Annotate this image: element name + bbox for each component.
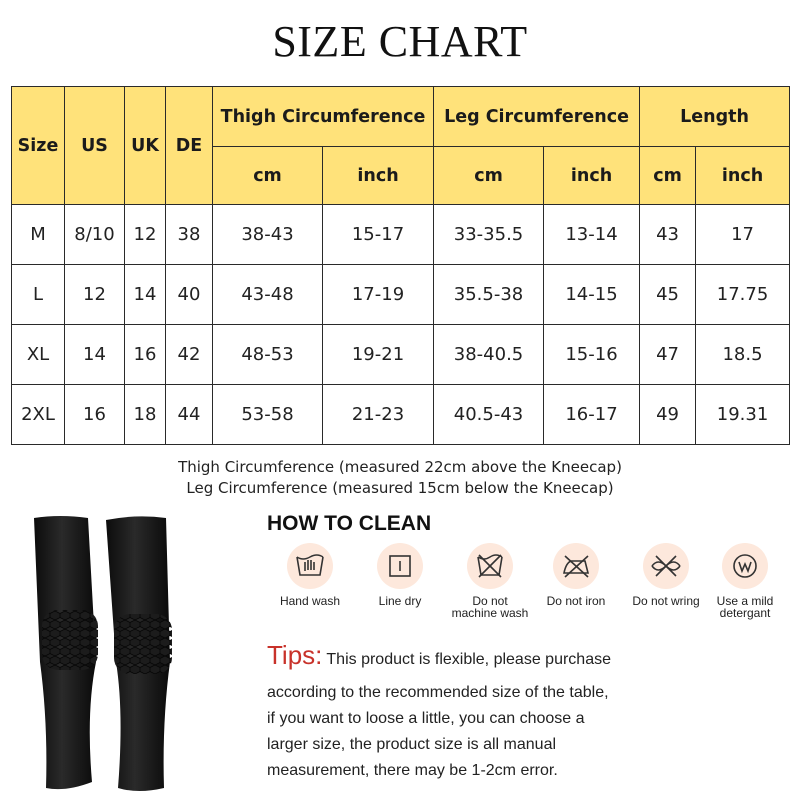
- cell-de: 38: [166, 205, 213, 265]
- cell-thigh-inch: 17-19: [323, 265, 434, 325]
- care-label: Hand wash: [279, 594, 341, 608]
- care-no-iron: [536, 543, 616, 607]
- mild-detergent-icon: [722, 543, 768, 589]
- care-label: Do not machine wash: [451, 594, 529, 620]
- thigh-note: Thigh Circumference (measured 22cm above the Kneecap): [178, 458, 622, 476]
- cell-length-inch: 19.31: [696, 385, 790, 445]
- header-length: Length: [640, 87, 790, 147]
- cell-us: 12: [65, 265, 125, 325]
- tips-heading: Tips:: [267, 640, 323, 670]
- care-mild-detergent: [705, 543, 785, 619]
- cell-length-cm: 47: [640, 325, 696, 385]
- header-size: Size: [12, 87, 65, 205]
- header-length-inch: inch: [696, 147, 790, 205]
- how-to-clean-title: HOW TO CLEAN: [267, 512, 432, 535]
- page-title: SIZE CHART: [272, 17, 528, 66]
- knee-sleeves-image: [20, 512, 220, 798]
- cell-uk: 18: [125, 385, 166, 445]
- leg-note: Leg Circumference (measured 15cm below the Kneecap): [186, 479, 614, 497]
- cell-size: L: [12, 265, 65, 325]
- tips-line-2: according to the recommended size of the table,: [267, 684, 609, 701]
- cell-length-inch: 17: [696, 205, 790, 265]
- cell-length-cm: 43: [640, 205, 696, 265]
- table-row: [12, 325, 790, 385]
- cell-thigh-inch: 15-17: [323, 205, 434, 265]
- cell-size: 2XL: [12, 385, 65, 445]
- cell-thigh-cm: 38-43: [213, 205, 323, 265]
- cell-de: 44: [166, 385, 213, 445]
- cell-leg-inch: 13-14: [544, 205, 640, 265]
- care-label: Line dry: [378, 594, 422, 608]
- cell-thigh-inch: 21-23: [323, 385, 434, 445]
- header-thigh-inch: inch: [323, 147, 434, 205]
- tips-line-5: measurement, there may be 1-2cm error.: [267, 762, 558, 779]
- tips-line-1: This product is flexible, please purchase: [326, 651, 611, 668]
- header-leg-cm: cm: [434, 147, 544, 205]
- header-leg: Leg Circumference: [434, 87, 640, 147]
- care-hand-wash: [270, 543, 350, 607]
- care-label: Do not iron: [546, 594, 606, 608]
- header-thigh-cm: cm: [213, 147, 323, 205]
- table-row: [12, 385, 790, 445]
- cell-thigh-inch: 19-21: [323, 325, 434, 385]
- cell-leg-cm: 40.5-43: [434, 385, 544, 445]
- cell-uk: 12: [125, 205, 166, 265]
- cell-leg-inch: 16-17: [544, 385, 640, 445]
- cell-us: 14: [65, 325, 125, 385]
- cell-us: 16: [65, 385, 125, 445]
- tips-section: [267, 640, 787, 784]
- tips-line-4: larger size, the product size is all manual: [267, 736, 557, 753]
- cell-thigh-cm: 43-48: [213, 265, 323, 325]
- cell-leg-cm: 33-35.5: [434, 205, 544, 265]
- cell-leg-inch: 14-15: [544, 265, 640, 325]
- cell-length-inch: 18.5: [696, 325, 790, 385]
- cell-leg-cm: 35.5-38: [434, 265, 544, 325]
- header-us: US: [65, 87, 125, 205]
- no-iron-icon: [553, 543, 599, 589]
- table-row: [12, 205, 790, 265]
- cell-leg-inch: 15-16: [544, 325, 640, 385]
- header-uk: UK: [125, 87, 166, 205]
- right-pad: [114, 614, 172, 674]
- cell-size: XL: [12, 325, 65, 385]
- cell-uk: 14: [125, 265, 166, 325]
- table-row: [12, 265, 790, 325]
- care-label: Use a mild detergant: [716, 594, 774, 620]
- size-chart-table: [11, 86, 790, 445]
- care-label: Do not wring: [632, 594, 700, 608]
- measurement-notes: [11, 457, 789, 499]
- cell-length-inch: 17.75: [696, 265, 790, 325]
- header-leg-inch: inch: [544, 147, 640, 205]
- header-de: DE: [166, 87, 213, 205]
- cell-uk: 16: [125, 325, 166, 385]
- no-machine-wash-icon: [467, 543, 513, 589]
- cell-length-cm: 45: [640, 265, 696, 325]
- cell-de: 40: [166, 265, 213, 325]
- care-no-machine-wash: [450, 543, 530, 619]
- care-line-dry: [360, 543, 440, 607]
- cell-length-cm: 49: [640, 385, 696, 445]
- cell-thigh-cm: 48-53: [213, 325, 323, 385]
- care-no-wring: [626, 543, 706, 607]
- tips-line-3: if you want to loose a little, you can choose a: [267, 710, 585, 727]
- cell-us: 8/10: [65, 205, 125, 265]
- header-length-cm: cm: [640, 147, 696, 205]
- cell-de: 42: [166, 325, 213, 385]
- cell-size: M: [12, 205, 65, 265]
- hand-wash-icon: [287, 543, 333, 589]
- left-pad: [42, 610, 98, 670]
- no-wring-icon: [643, 543, 689, 589]
- cell-thigh-cm: 53-58: [213, 385, 323, 445]
- header-thigh: Thigh Circumference: [213, 87, 434, 147]
- cell-leg-cm: 38-40.5: [434, 325, 544, 385]
- line-dry-icon: [377, 543, 423, 589]
